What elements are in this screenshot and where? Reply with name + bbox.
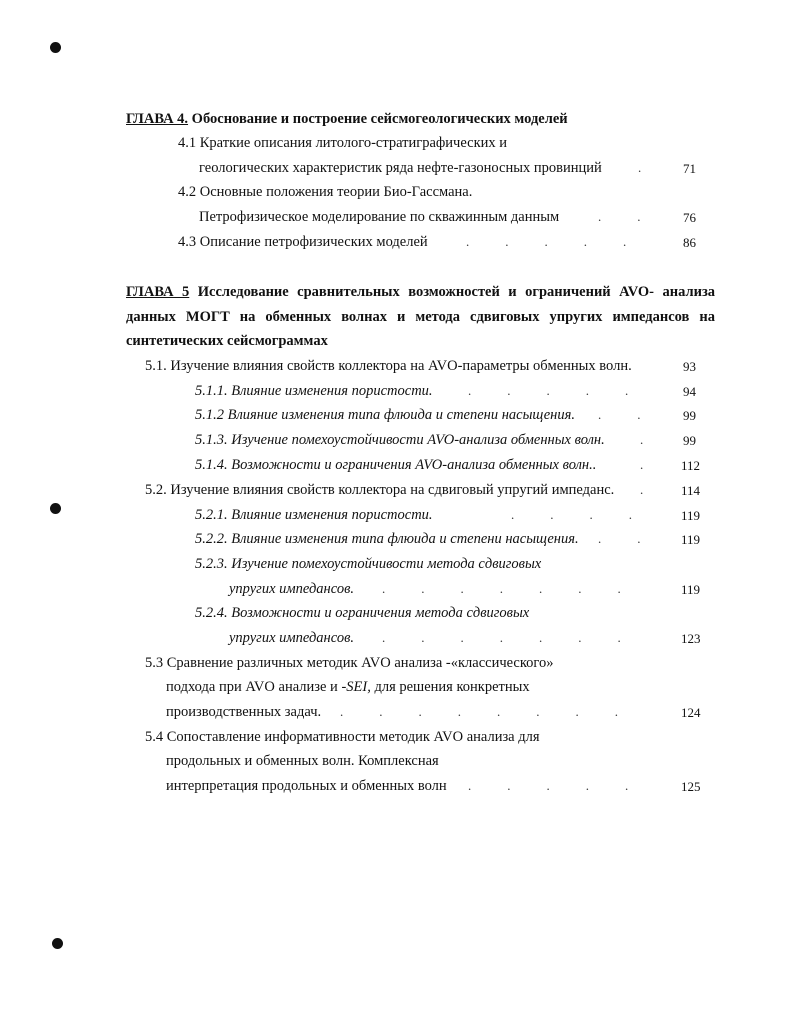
toc-entry-5-2-2: 5.2.2. Влияние изменения типа флюида и степени насыщения. bbox=[195, 531, 579, 547]
page-number-5-1-3: 99 bbox=[683, 433, 696, 448]
leader-dots: . bbox=[640, 457, 680, 472]
toc-entry-5-3-line2-sei: -SEI, bbox=[341, 679, 371, 695]
page-number-5-2-1: 119 bbox=[681, 508, 701, 523]
page-number-5-2-4: 123 bbox=[681, 631, 701, 646]
page-number-5-1: 93 bbox=[683, 359, 696, 374]
leader-dots: .. bbox=[598, 407, 677, 422]
page-number-5-2-2: 119 bbox=[681, 532, 701, 547]
page-number-5-1-1: 94 bbox=[683, 384, 696, 399]
page-number-5-2-3: 119 bbox=[681, 582, 701, 597]
toc-entry-5-1-4: 5.1.4. Возможности и ограничения AVO-анализа обменных волн.. bbox=[195, 457, 597, 473]
toc-entry-5-1-3: 5.1.3. Изучение помехоустойчивости AVO-анализа обменных волн. bbox=[195, 432, 605, 448]
chapter5-title-line1: Исследование сравнительных возможностей и ограничений AVO- анализа bbox=[197, 284, 716, 300]
page-number-5-3: 124 bbox=[681, 705, 701, 720]
toc-entry-4-1-line2: геологических характеристик ряда нефте-газоносных провинций bbox=[199, 160, 602, 176]
toc-entry-5-2-3-line2: упругих импедансов. bbox=[229, 581, 354, 597]
toc-entry-4-2-line1: 4.2 Основные положения теории Био-Гассмана. bbox=[178, 184, 473, 200]
toc-entry-5-3-line2 bbox=[166, 678, 530, 696]
chapter4-title: Обоснование и построение сейсмогеологических моделей bbox=[188, 111, 568, 127]
page-number-5-4: 125 bbox=[681, 779, 701, 794]
leader-dots: . bbox=[640, 482, 680, 497]
toc-entry-5-4-line3: интерпретация продольных и обменных волн bbox=[166, 778, 447, 794]
toc-entry-5-2-1: 5.2.1. Влияние изменения пористости. bbox=[195, 507, 433, 523]
toc-entry-5-4-line2: продольных и обменных волн. Комплексная bbox=[166, 753, 439, 769]
leader-dots: ..... bbox=[468, 778, 665, 793]
chapter5-title-line2: данных МОГТ на обменных волнах и метода сдвиговых упругих импедансов на bbox=[126, 309, 715, 325]
page-number-4-3: 86 bbox=[683, 235, 696, 250]
leader-dots: ..... bbox=[466, 234, 663, 249]
toc-entry-5-1-1: 5.1.1. Влияние изменения пористости. bbox=[195, 383, 433, 399]
toc-entry-5-1: 5.1. Изучение влияния свойств коллектора на AVO-параметры обменных волн. bbox=[145, 358, 632, 374]
toc-entry-5-3-line3: производственных задач. bbox=[166, 704, 322, 720]
toc-entry-4-1-line1: 4.1 Краткие описания литолого-стратиграфических и bbox=[178, 135, 508, 151]
page-number-5-1-2: 99 bbox=[683, 408, 696, 423]
chapter4-heading bbox=[126, 110, 568, 128]
toc-entry-5-2-4-line1: 5.2.4. Возможности и ограничения метода сдвиговых bbox=[195, 605, 530, 621]
toc-entry-5-3-line2-c: для решения конкретных bbox=[370, 679, 530, 695]
toc-entry-5-1-2: 5.1.2 Влияние изменения типа флюида и степени насыщения. bbox=[195, 407, 575, 423]
chapter5-heading-line1 bbox=[126, 283, 715, 301]
chapter4-label: ГЛАВА 4. bbox=[126, 111, 189, 127]
leader-dots: .... bbox=[511, 507, 668, 522]
toc-entry-5-2: 5.2. Изучение влияния свойств коллектора на сдвиговый упругий импеданс. bbox=[145, 482, 615, 498]
page-number-5-2: 114 bbox=[681, 483, 701, 498]
leader-dots: . bbox=[638, 160, 678, 175]
toc-entry-5-2-4-line2: упругих импедансов. bbox=[229, 630, 354, 646]
toc-entry-4-3: 4.3 Описание петрофизических моделей bbox=[178, 234, 428, 250]
page-number-5-1-4: 112 bbox=[681, 458, 701, 473]
leader-dots: ..... bbox=[468, 383, 665, 398]
toc-entry-5-3-line1: 5.3 Сравнение различных методик AVO анализа -«классического» bbox=[145, 655, 554, 671]
leader-dots: .. bbox=[598, 531, 677, 546]
page-number-4-2: 76 bbox=[683, 210, 696, 225]
chapter5-label: ГЛАВА 5 bbox=[126, 284, 190, 300]
toc-entry-5-4-line1: 5.4 Сопоставление информативности методик AVO анализа для bbox=[145, 729, 540, 745]
leader-dots: ....... bbox=[382, 630, 657, 645]
punch-hole-middle bbox=[50, 503, 61, 514]
toc-entry-5-3-line2-a: подхода при AVO анализе и bbox=[166, 679, 342, 695]
leader-dots: .. bbox=[598, 209, 677, 224]
toc-entry-5-2-3-line1: 5.2.3. Изучение помехоустойчивости метода сдвиговых bbox=[195, 556, 542, 572]
leader-dots: . bbox=[640, 432, 680, 447]
toc-entry-4-2-line2: Петрофизическое моделирование по скважинным данным bbox=[199, 209, 560, 225]
punch-hole-bottom bbox=[52, 938, 63, 949]
page-number-4-1: 71 bbox=[683, 161, 696, 176]
leader-dots: ....... bbox=[382, 581, 657, 596]
leader-dots: ........ bbox=[340, 704, 654, 719]
chapter5-title-line3: синтетических сейсмограммах bbox=[126, 333, 328, 349]
punch-hole-top bbox=[50, 42, 61, 53]
